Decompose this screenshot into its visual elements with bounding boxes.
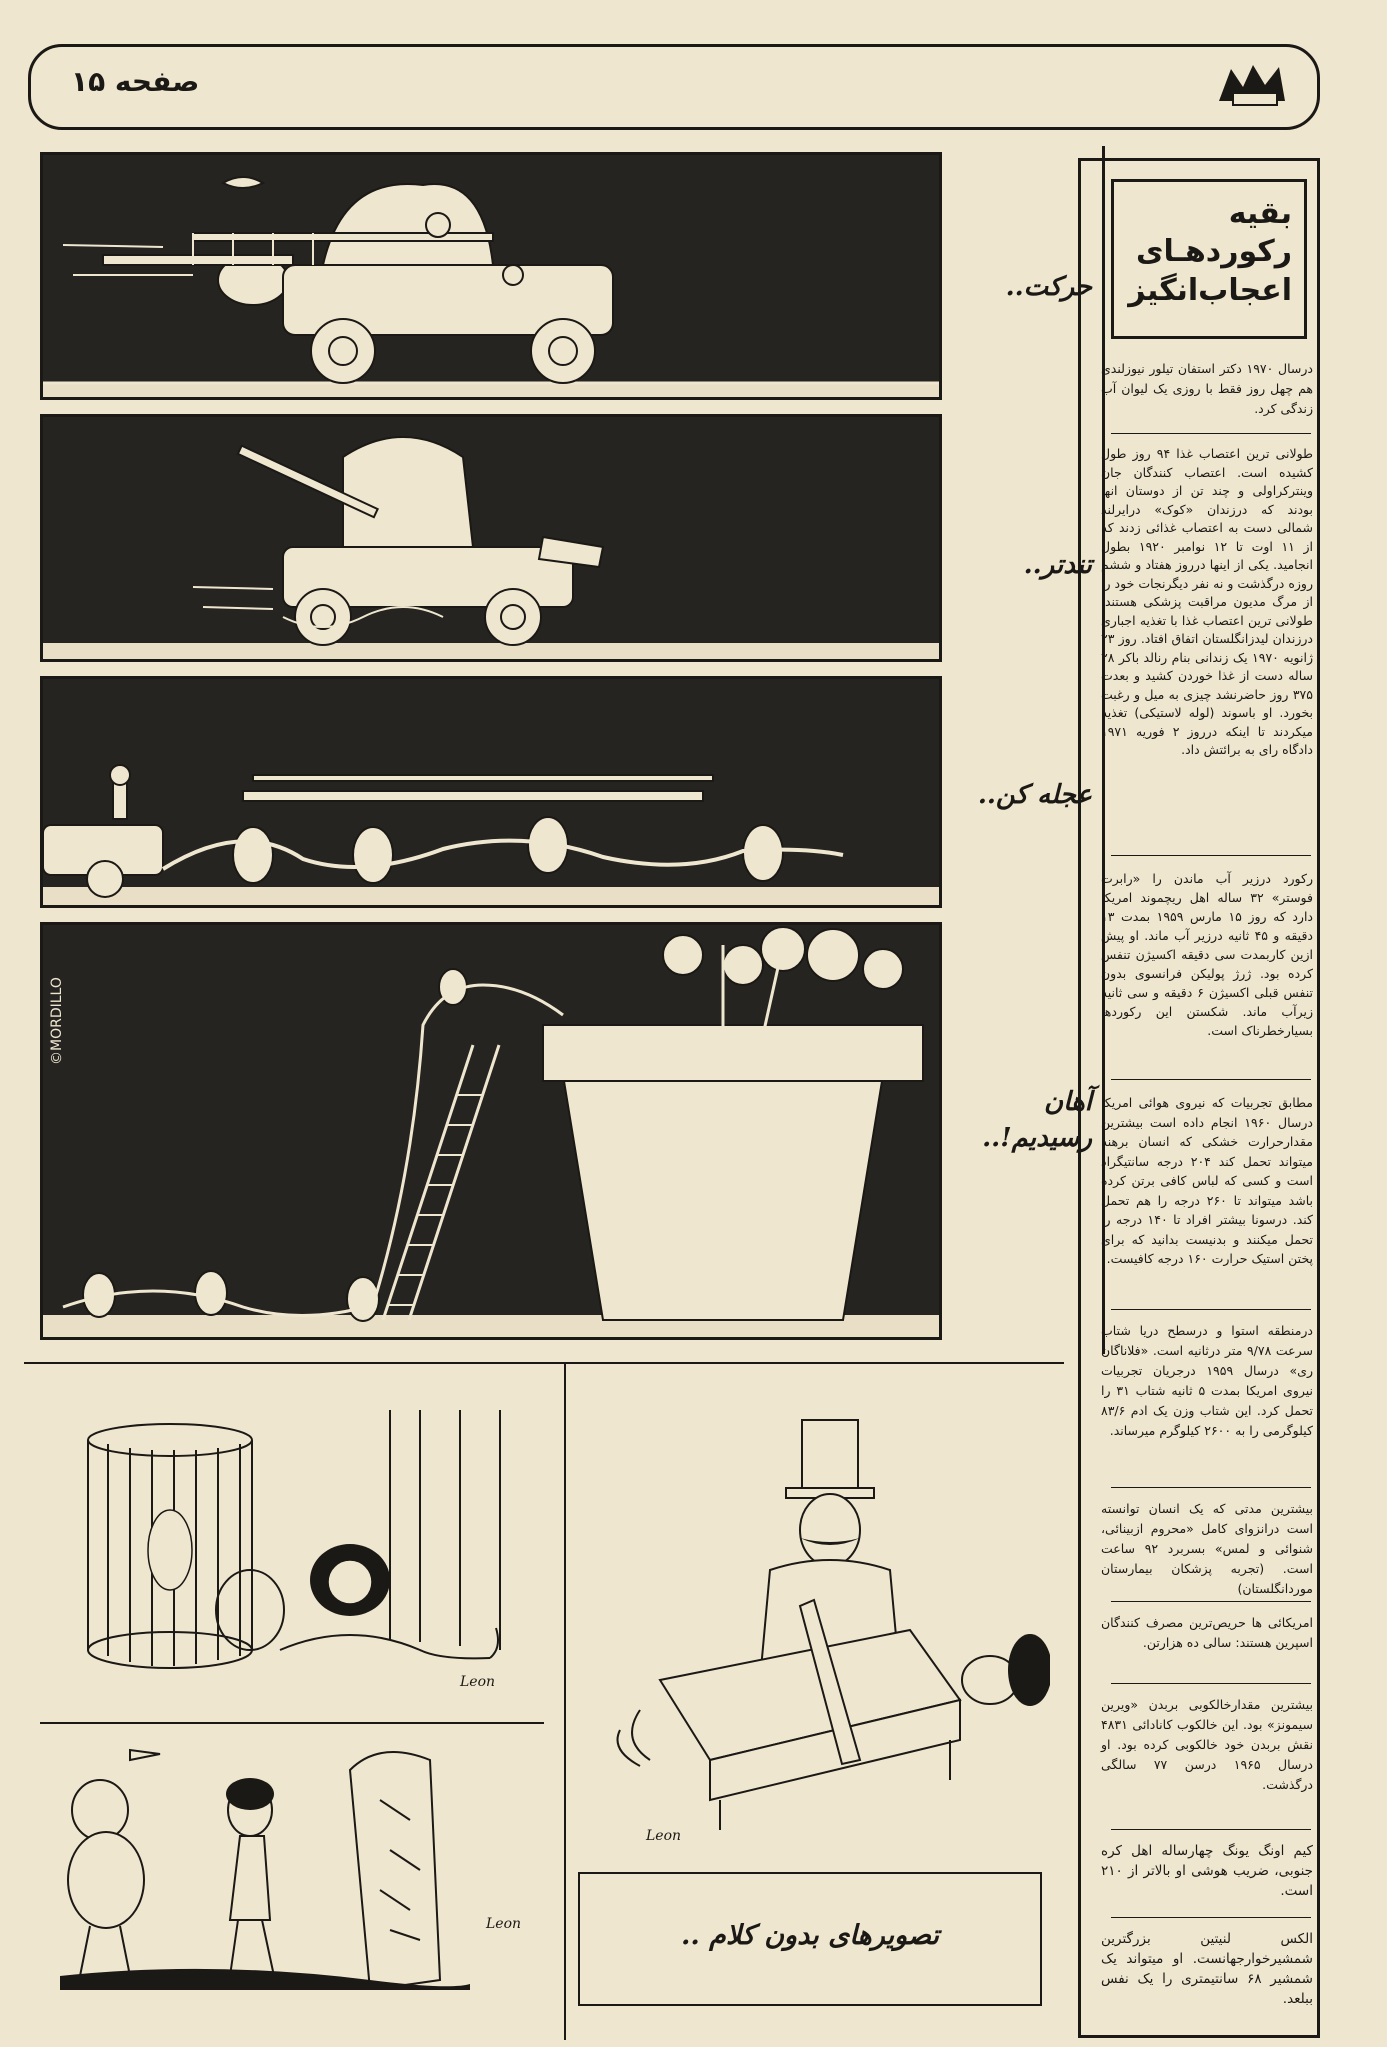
divider [1111,1917,1311,1918]
page-number: صفحه ۱۵ [71,65,200,98]
caption-4: آهان رسیدیم!.. [982,1087,1092,1154]
wordless-caption-box [578,1872,1042,2006]
cartoon-panel-4 [40,922,942,1340]
caption-2: تندتر.. [1023,550,1092,580]
title-line-2: رکوردهـای [1135,234,1292,269]
section-divider [24,1362,1064,1364]
title-line-1: بقیه [1228,196,1292,231]
knife-thrower-illustration [50,1740,550,1990]
strip-captions [955,146,1105,1354]
artist-signature: Leon [486,1916,522,1932]
flower-pot-illustration [43,925,942,1340]
cartoon-divider [40,1722,544,1724]
article-paragraph: کیم اونگ یونگ چهارساله اهل کره جنوبی، ضریب هوشی او بالاتر از ۲۱۰ است. [1101,1843,1313,1899]
cartoon-strip [40,146,1092,1354]
title-line-3: اعجاب‌انگیز [1128,273,1292,308]
article-paragraph: طولانی ترین اعتصاب غذا ۹۴ روز طول کشیده است. اعتصاب کنندگان جان وینترکراولی و چند تن از دوستان انها بودند که درزندان «کوک» درایرلند شمالی دست به اعتصاب غذائی زدند که از ۱۱ اوت تا ۱۲ نوامبر ۱۹۲۰ بطول انجامید. یکی از اینها درروز هفتاد و ششم روزه درگذشت و نه نفر دیگرنجات خود را از مرگ مدیون مراقبت پزشکی هستند. طولانی ترین اعتصاب غذا با تغذیه اجباری درزندان لیدزانگلستان اتفاق افتاد. روز ۲۳ ژانویه ۱۹۷۰ یک زندانی بنام رنالد باکر ۲۸ ساله دست از غذا خوردن کشید و بعدت ۳۷۵ روز حاضرنشد چیزی به میل و رغبت بخورد. او باسوند (لوله لاستیکی) تغذیه میکردند تا اینکه درروز ۲ فوریه ۱۹۷۱ دادگاه رای به برائتش داد. [1101,446,1314,757]
article-paragraph: بیشترین مقدارخالکوبی بربدن «ویرین سیمونز» بود. این خالکوب کانادائی ۴۸۳۱ نقش بربدن خود خالکوبی کرده بود. او درسال ۱۹۶۵ درسن ۷۷ سالگی درگذشت. [1101,1697,1313,1792]
masthead-logo-icon [1213,57,1291,111]
fire-truck-illustration [43,417,942,662]
divider [1111,1683,1311,1684]
cartoon-panel-3 [40,676,942,908]
lion-cage-cartoon [60,1410,540,1700]
caption-1: حرکت.. [1005,272,1092,302]
fire-truck-illustration [43,155,942,400]
divider [1111,1309,1311,1310]
caption-3: عجله کن.. [977,780,1092,810]
magician-sawing-illustration [590,1380,1050,1850]
divider [1111,1601,1311,1602]
divider [1111,433,1311,434]
article-paragraph: الکس لنیتین بزرگترین شمشیرخوارجهانست. او میتواند یک شمشیر ۶۸ سانتیمتری را یک نفس ببلعد. [1101,1931,1313,2007]
artist-signature: ©MORDILLO [49,977,65,1065]
article-paragraph: بیشترین مدتی که یک انسان توانسته است درانزوای کامل «محروم ازبینائی، شنوائی و لمس» بسربرد ۹۲ ساعت است. (تجربه پزشکان بیمارستان موردانگلستان) [1101,1501,1313,1596]
wordless-caption: تصویرهای بدون کلام .. [680,1920,940,1951]
firemen-running-illustration [43,679,942,908]
knife-thrower-cartoon [50,1740,550,1990]
article-paragraph: درمنطقه استوا و درسطح دریا شتاب سرعت ۹/۷۸ متر درثانیه است. «فلاناگان ری» درسال ۱۹۵۹ درجریان تجربیات نیروی امریکا بمدت ۵ ثانیه شتاب ۳۱ را تحمل کرد. این شتاب وزن یک ادم ۸۳/۶ کیلوگرمی را به ۲۶۰۰ کیلوگرم میرساند. [1101,1323,1314,1438]
article-paragraph: امریکائی ها حریص‌ترین مصرف کنندگان اسپرین هستند: سالی ده هزارتن. [1101,1615,1313,1650]
artist-signature: Leon [460,1674,496,1690]
divider [1111,1487,1311,1488]
article-paragraph: درسال ۱۹۷۰ دکتر استفان تیلور نیوزلندی هم چهل روز فقط با روزی یک لیوان آب زندگی کرد. [1101,361,1313,416]
article-paragraph: مطابق تجربیات که نیروی هوائی امریکا درسال ۱۹۶۰ انجام داده است بیشترین مقدارحرارت خشکی که انسان برهنه میتواند تحمل کند ۲۰۴ درجه سانتیگراد است و کسی که لباس کافی برتن کرده باشد میتواند تا ۲۶۰ درجه را هم تحمل کند. درسونا بیشتر افراد تا ۱۴۰ درجه را تحمل میکنند و بدنیست بدانید که برای پختن استیک حرارت ۱۶۰ درجه کافیست. [1101,1095,1313,1266]
divider [1111,1829,1311,1830]
lion-cage-illustration [60,1410,540,1700]
article-paragraph: رکورد درزیر آب ماندن را «رابرت فوستر» ۳۲ ساله اهل ریچموند امریکا دارد که روز ۱۵ مارس ۱۹۵۹ بمدت ۱۳ دقیقه و ۴۵ ثانیه درزیر آب ماند. او پیش ازین کاربمدت سی دقیقه اکسیژن تنفس کرده بود. ژرژ پولیکن فرانسوی بدون تنفس قبلی اکسیژن ۶ دقیقه و سی ثانیه زیرآب ماند. شکستن این رکوردها بسیارخطرناک است. [1101,871,1314,1038]
divider [1111,855,1311,856]
article-title-box [1111,179,1307,339]
divider [1111,1079,1311,1080]
column-divider [564,1362,566,2040]
cartoon-panel-2 [40,414,942,662]
cartoon-panel-1 [40,152,942,400]
artist-signature: Leon [646,1828,682,1844]
page-header [28,44,1320,130]
magician-sawing-cartoon [590,1380,1050,1850]
records-column [1078,158,1320,2038]
